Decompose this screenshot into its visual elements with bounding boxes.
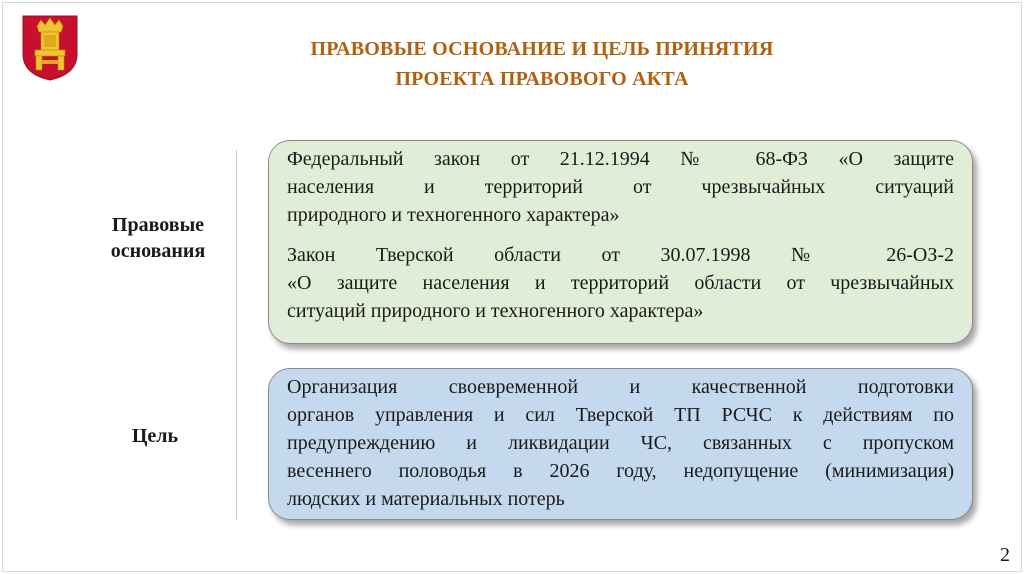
regional-law-paragraph bbox=[287, 241, 954, 325]
federal-law-paragraph bbox=[287, 145, 954, 229]
tver-coat-of-arms-icon bbox=[21, 14, 79, 82]
slide-title-line1: ПРАВОВЫЕ ОСНОВАНИЕ И ЦЕЛЬ ПРИНЯТИЯ bbox=[310, 38, 774, 60]
goal-box bbox=[268, 368, 973, 520]
text-line: природного и техногенного характера» bbox=[287, 204, 620, 226]
text-line: населения и территорий от чрезвычайных ситуаций bbox=[287, 176, 954, 198]
vertical-divider bbox=[236, 150, 237, 520]
text-line: весеннего половодья в 2026 году, недопущение (минимизация) bbox=[287, 460, 954, 482]
slide-title-line2: ПРОЕКТА ПРАВОВОГО АКТА bbox=[395, 68, 689, 90]
goal-label: Цель bbox=[131, 425, 179, 447]
legal-basis-label-line1: Правовые bbox=[111, 214, 205, 236]
text-line: Федеральный закон от 21.12.1994 № 68-ФЗ «О защите bbox=[287, 148, 954, 170]
goal-paragraph bbox=[287, 373, 954, 513]
legal-basis-label-line2: основания bbox=[110, 240, 206, 262]
text-line: «О защите населения и территорий области от чрезвычайных bbox=[287, 272, 954, 294]
page-number: 2 bbox=[1000, 544, 1010, 566]
text-line: Закон Тверской области от 30.07.1998 № 26-ОЗ-2 bbox=[287, 244, 954, 266]
legal-basis-label bbox=[88, 212, 228, 264]
text-line: ситуаций природного и техногенного характера» bbox=[287, 300, 704, 322]
legal-basis-box bbox=[268, 140, 973, 344]
slide-title bbox=[180, 34, 904, 94]
text-line: органов управления и сил Тверской ТП РСЧС к действиям по bbox=[287, 404, 954, 426]
text-line: людских и материальных потерь bbox=[287, 488, 565, 510]
text-line: Организация своевременной и качественной подготовки bbox=[287, 376, 954, 398]
text-line: предупреждению и ликвидации ЧС, связанных с пропуском bbox=[287, 432, 954, 454]
